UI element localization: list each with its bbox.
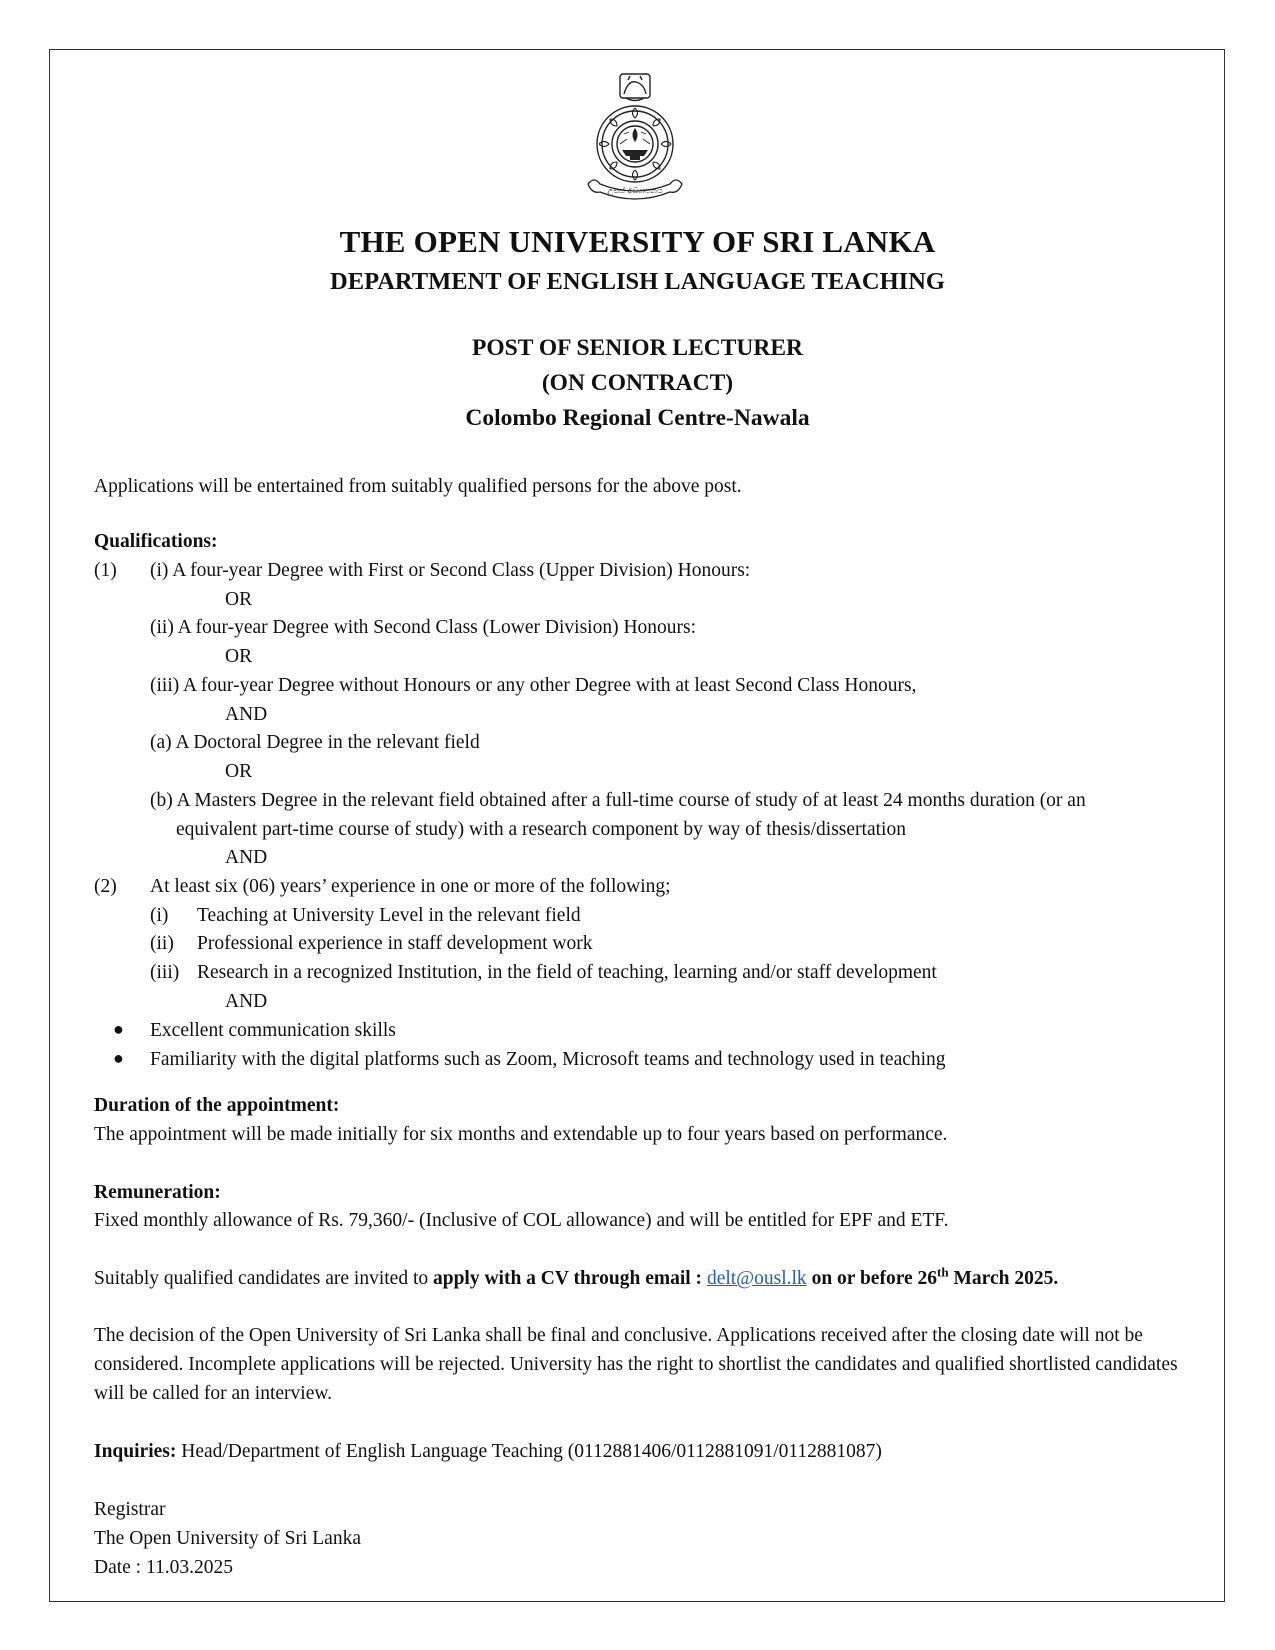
qualification-i: (i) A four-year Degree with First or Second Class (Upper Division) Honours: bbox=[150, 560, 751, 581]
remuneration-text: Fixed monthly allowance of Rs. 79,360/- (Inclusive of COL allowance) and will be entitled for EPF and ETF. bbox=[94, 1210, 949, 1231]
location-title: Colombo Regional Centre-Nawala bbox=[465, 405, 810, 431]
or-connector: OR bbox=[225, 761, 253, 782]
qualification-a: (a) A Doctoral Degree in the relevant field bbox=[150, 732, 480, 753]
deadline-month: March 2025. bbox=[948, 1268, 1059, 1289]
bullet-icon: ● bbox=[113, 1048, 124, 1068]
and-connector: AND bbox=[225, 991, 268, 1012]
post-title: POST OF SENIOR LECTURER bbox=[471, 335, 804, 361]
qualifications-heading: Qualifications: bbox=[94, 531, 218, 552]
deadline-text: on or before 26 bbox=[806, 1268, 938, 1289]
experience-num-ii: (ii) bbox=[150, 933, 174, 954]
qualification-number-1: (1) bbox=[94, 560, 117, 581]
apply-bold: apply with a CV through email : bbox=[432, 1268, 707, 1289]
remuneration-heading: Remuneration: bbox=[94, 1182, 221, 1203]
signature-org: The Open University of Sri Lanka bbox=[94, 1528, 361, 1549]
inquiries-label: Inquiries: bbox=[94, 1441, 177, 1462]
apply-instructions bbox=[94, 1264, 1058, 1293]
duration-heading: Duration of the appointment: bbox=[94, 1095, 340, 1116]
qualification-number-2: (2) bbox=[94, 876, 117, 897]
and-connector: AND bbox=[225, 847, 268, 868]
apply-pre: Suitably qualified candidates are invited to bbox=[94, 1268, 433, 1289]
and-connector: AND bbox=[225, 704, 268, 725]
deadline-suffix: th bbox=[937, 1264, 949, 1280]
department-title: DEPARTMENT OF ENGLISH LANGUAGE TEACHING bbox=[330, 268, 945, 295]
contract-label: (ON CONTRACT) bbox=[541, 370, 734, 396]
inquiries-line bbox=[94, 1437, 882, 1466]
qualification-iii: (iii) A four-year Degree without Honours or any other Degree with at least Second Class Honours, bbox=[150, 675, 917, 696]
experience-item-3: Research in a recognized Institution, in the field of teaching, learning and/or staff development bbox=[197, 962, 937, 983]
or-connector: OR bbox=[225, 589, 253, 610]
qualification-b-line1: (b) A Masters Degree in the relevant field obtained after a full-time course of study of at least 24 months duration (or an bbox=[150, 790, 1086, 811]
intro-text: Applications will be entertained from suitably qualified persons for the above post. bbox=[94, 476, 742, 497]
university-seal-icon bbox=[580, 72, 690, 208]
bullet-item-2: Familiarity with the digital platforms such as Zoom, Microsoft teams and technology used in teaching bbox=[150, 1049, 946, 1070]
bullet-icon: ● bbox=[113, 1019, 124, 1039]
qualification-b-line2: equivalent part-time course of study) with a research component by way of thesis/dissertation bbox=[176, 819, 906, 840]
svg-text:උසස් අධ්‍යාපනය: උසස් අධ්‍යාපනය bbox=[607, 186, 663, 195]
decision-paragraph: The decision of the Open University of Sri Lanka shall be final and conclusive. Applications received after the closing date will not be considered. Incomplete applications will be rejected. University has the right to shortlist the candidates and qualified shortlisted candidates will be called for an interview. bbox=[94, 1325, 1178, 1404]
email-link[interactable]: delt@ousl.lk bbox=[706, 1268, 807, 1289]
inquiries-text: Head/Department of English Language Teaching (0112881406/0112881091/0112881087) bbox=[176, 1441, 882, 1462]
experience-item-1: Teaching at University Level in the relevant field bbox=[197, 905, 581, 926]
experience-num-i: (i) bbox=[150, 905, 169, 926]
signature-date: Date : 11.03.2025 bbox=[94, 1557, 234, 1578]
experience-item-2: Professional experience in staff development work bbox=[197, 933, 593, 954]
signature-title: Registrar bbox=[94, 1499, 166, 1520]
experience-text: At least six (06) years’ experience in one or more of the following; bbox=[150, 876, 671, 897]
experience-num-iii: (iii) bbox=[150, 962, 180, 983]
bullet-item-1: Excellent communication skills bbox=[150, 1020, 396, 1041]
or-connector: OR bbox=[225, 646, 253, 667]
qualification-ii: (ii) A four-year Degree with Second Class (Lower Division) Honours: bbox=[150, 617, 697, 638]
university-title: THE OPEN UNIVERSITY OF SRI LANKA bbox=[339, 224, 936, 259]
duration-text: The appointment will be made initially for six months and extendable up to four years based on performance. bbox=[94, 1124, 948, 1145]
